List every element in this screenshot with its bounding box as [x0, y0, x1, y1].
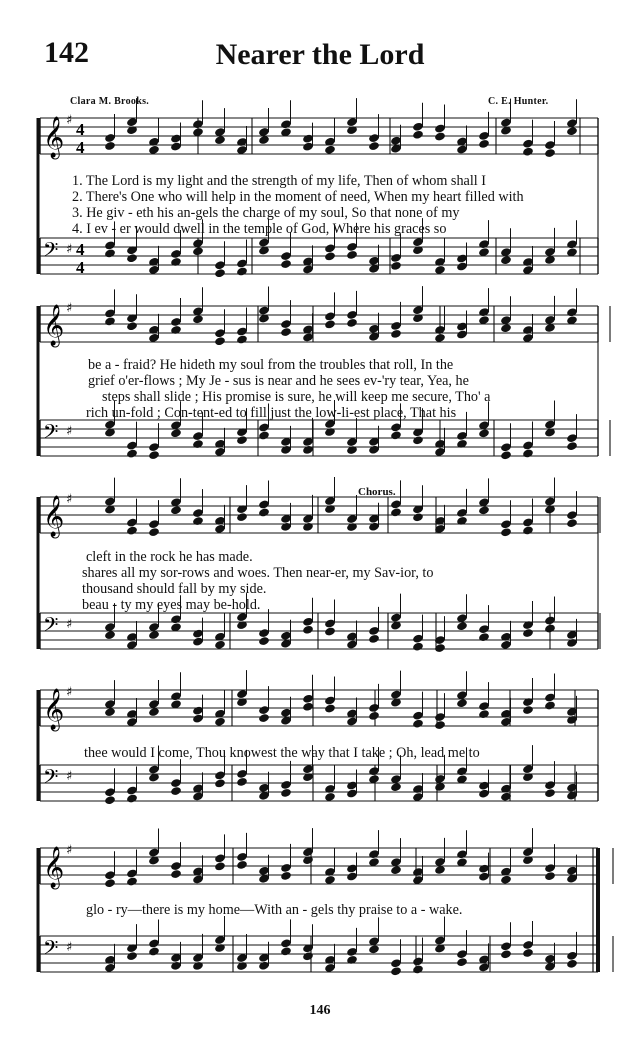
note-head [214, 268, 226, 278]
note-head [324, 251, 336, 261]
note-head [566, 441, 578, 451]
note-head [324, 427, 336, 437]
note-head [170, 505, 182, 515]
note-head [214, 943, 226, 953]
key-signature-sharp: ♯ [66, 242, 73, 257]
treble-clef: 𝄞 [43, 496, 65, 537]
note-head [390, 865, 402, 875]
note-head [104, 878, 116, 888]
key-signature-sharp: ♯ [66, 617, 73, 632]
note-head [214, 717, 226, 727]
lyric-line: grief o'er-flows ; My Je - sus is near and he sees ev-'ry tear, Yea, he [88, 373, 469, 389]
treble-clef: 𝄞 [43, 689, 65, 730]
note-head [346, 318, 358, 328]
treble-clef: 𝄞 [43, 847, 65, 888]
note-head [324, 626, 336, 636]
note-head [324, 145, 336, 155]
note-head [258, 430, 270, 440]
bass-clef: 𝄢 [43, 238, 59, 266]
note-head [390, 261, 402, 271]
lyric-line: thee would I come, Thou knowest the way that I take ; Oh, lead me to [84, 745, 480, 761]
hymn-number: 142 [44, 36, 89, 69]
bass-clef: 𝄢 [43, 420, 59, 448]
note-head [104, 795, 116, 805]
note-head [214, 861, 226, 871]
note-head [148, 946, 160, 956]
note-head [478, 709, 490, 719]
bass-clef: 𝄢 [43, 613, 59, 641]
note-head [170, 869, 182, 879]
time-signature: 4 [76, 258, 85, 277]
note-head [280, 946, 292, 956]
note-head [390, 782, 402, 792]
note-head [544, 623, 556, 633]
note-head [500, 875, 512, 885]
treble-clef: 𝄞 [43, 305, 65, 346]
note-head [236, 266, 248, 276]
note-head [368, 141, 380, 151]
note-head [170, 428, 182, 438]
note-head [236, 435, 248, 445]
note-head [280, 871, 292, 881]
note-head [302, 951, 314, 961]
note-head [522, 948, 534, 958]
note-head [500, 949, 512, 959]
note-head [412, 435, 424, 445]
note-head [478, 428, 490, 438]
lyric-line: 1. The Lord is my light and the strength of my life, Then of whom shall I [72, 173, 487, 189]
key-signature-sharp: ♯ [66, 424, 73, 439]
note-head [390, 430, 402, 440]
note-head [544, 148, 556, 158]
lyric-line: rich un-fold ; Con-tent-ed to fill just the low-li-est place, That his [86, 405, 457, 421]
lyric-line: 3. He giv - eth his an-gels the charge of my soul, So that none of my [72, 205, 460, 221]
note-head [522, 448, 534, 458]
note-head [544, 700, 556, 710]
key-signature-sharp: ♯ [66, 113, 73, 128]
note-head [566, 126, 578, 136]
note-head [192, 314, 204, 324]
note-head [544, 788, 556, 798]
note-head [214, 640, 226, 650]
note-head [192, 516, 204, 526]
note-head [478, 505, 490, 515]
note-head [148, 450, 160, 460]
note-head [522, 628, 534, 638]
note-head [302, 445, 314, 455]
note-head [412, 130, 424, 140]
note-head [566, 518, 578, 528]
note-head [500, 323, 512, 333]
lyric-line: glo - ry—there is my home—With an - gels thy praise to a - wake. [86, 902, 463, 918]
note-head [324, 319, 336, 329]
note-head [478, 139, 490, 149]
note-head [126, 321, 138, 331]
time-signature: 4 [76, 138, 85, 157]
note-head [302, 702, 314, 712]
note-head [324, 504, 336, 514]
bass-clef: 𝄢 [43, 936, 59, 964]
note-head [192, 439, 204, 449]
note-head [258, 507, 270, 517]
note-head [236, 512, 248, 522]
note-head [126, 793, 138, 803]
lyric-line: thousand should fall by my side. [82, 581, 267, 597]
note-head [478, 632, 490, 642]
note-head [368, 711, 380, 721]
note-head [566, 959, 578, 969]
note-head [192, 961, 204, 971]
note-head [500, 255, 512, 265]
key-signature-sharp: ♯ [66, 940, 73, 955]
author-credit: Clara M. Brooks. [70, 96, 150, 107]
note-head [302, 625, 314, 635]
note-head [390, 966, 402, 976]
note-head [456, 957, 468, 967]
note-head [126, 253, 138, 263]
key-signature-sharp: ♯ [66, 685, 73, 700]
note-head [148, 527, 160, 537]
chorus-label: Chorus. [358, 486, 396, 498]
key-signature-sharp: ♯ [66, 769, 73, 784]
lyric-line: beau - ty my eyes may be-hold. [82, 597, 261, 613]
note-head [456, 621, 468, 631]
composer-credit: C. E. Hunter. [488, 96, 549, 107]
note-head [390, 329, 402, 339]
lyric-line: steps shall slide ; His promise is sure, he will keep me secure, Tho' a [102, 389, 491, 405]
page-number: 146 [309, 1003, 331, 1018]
lyric-line: cleft in the rock he has made. [86, 549, 253, 565]
lyric-line: shares all my sor-rows and woes. Then near-er, my Sav-ior, to [82, 565, 434, 581]
time-signature: 4 [76, 240, 85, 259]
note-head [522, 705, 534, 715]
note-head [280, 327, 292, 337]
note-head [104, 248, 116, 258]
note-head [148, 145, 160, 155]
lyric-line: 4. I ev - er would dwell in the temple of God, Where his graces so [72, 221, 447, 237]
note-head [456, 698, 468, 708]
note-head [412, 642, 424, 652]
note-head [258, 713, 270, 723]
note-head [522, 525, 534, 535]
note-head [104, 141, 116, 151]
note-head [126, 876, 138, 886]
note-head [368, 944, 380, 954]
note-head [434, 720, 446, 730]
note-head [280, 788, 292, 798]
note-head [368, 634, 380, 644]
note-head [434, 131, 446, 141]
note-head [170, 786, 182, 796]
note-head [126, 449, 138, 459]
note-head [346, 250, 358, 260]
note-head [192, 246, 204, 256]
note-head [302, 522, 314, 532]
note-head [500, 527, 512, 537]
note-head [126, 951, 138, 961]
time-signature: 4 [76, 120, 85, 139]
note-head [258, 636, 270, 646]
note-head [280, 259, 292, 269]
treble-clef: 𝄞 [43, 117, 65, 158]
note-head [544, 871, 556, 881]
note-head [104, 316, 116, 326]
lyric-line: 2. There's One who will help in the moment of need, When my heart filled with [72, 189, 524, 205]
note-head [390, 507, 402, 517]
note-head [236, 860, 248, 870]
note-head [324, 703, 336, 713]
note-head [126, 526, 138, 536]
note-head [412, 512, 424, 522]
note-head [412, 719, 424, 729]
note-head [214, 778, 226, 788]
note-head [236, 334, 248, 344]
bass-clef: 𝄢 [43, 765, 59, 793]
note-head [214, 336, 226, 346]
hymn-title: Nearer the Lord [215, 38, 425, 71]
note-head [500, 450, 512, 460]
note-head [236, 777, 248, 787]
lyric-line: be a - fraid? He hideth my soul from the troubles that roll, In the [88, 357, 454, 373]
note-head [412, 964, 424, 974]
note-head [522, 147, 534, 157]
key-signature-sharp: ♯ [66, 492, 73, 507]
key-signature-sharp: ♯ [66, 301, 73, 316]
key-signature-sharp: ♯ [66, 843, 73, 858]
